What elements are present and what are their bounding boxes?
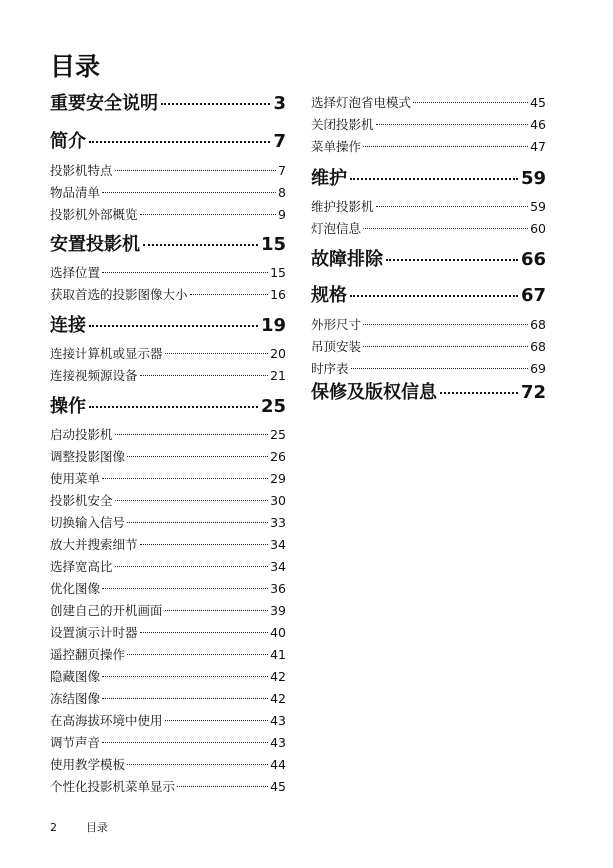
dot-leader — [161, 103, 270, 105]
toc-section[interactable] — [50, 130, 286, 154]
dot-leader — [376, 124, 529, 125]
toc-entry-label: 安置投影机 — [50, 234, 140, 255]
toc-entry-label: 选择位置 — [50, 265, 101, 280]
toc-entry-label: 调节声音 — [50, 735, 101, 750]
dot-leader — [363, 324, 528, 325]
dot-leader — [127, 764, 268, 765]
dot-leader — [102, 478, 268, 479]
toc-section[interactable] — [311, 381, 546, 405]
dot-leader — [350, 178, 518, 180]
toc-section[interactable] — [50, 233, 286, 257]
dot-leader — [165, 720, 269, 721]
toc-entry[interactable] — [50, 732, 286, 754]
toc-page-number: 26 — [270, 449, 286, 464]
toc-entry-label: 获取首选的投影图像大小 — [50, 287, 188, 302]
page-title: 目录 — [50, 52, 101, 81]
toc-entry-label: 选择灯泡省电模式 — [311, 95, 412, 110]
toc-page-number: 34 — [270, 559, 286, 574]
dot-leader — [115, 566, 269, 567]
toc-entry-label: 隐藏图像 — [50, 669, 101, 684]
toc-entry[interactable] — [50, 468, 286, 490]
dot-leader — [115, 170, 277, 171]
toc-page-number: 15 — [270, 265, 286, 280]
toc-page-number: 30 — [270, 493, 286, 508]
toc-entry[interactable] — [311, 114, 546, 136]
toc-entry[interactable] — [50, 600, 286, 622]
dot-leader — [115, 434, 269, 435]
toc-entry-label: 吊顶安装 — [311, 339, 362, 354]
dot-leader — [413, 102, 528, 103]
toc-page-number: 42 — [270, 669, 286, 684]
toc-entry[interactable] — [50, 578, 286, 600]
toc-entry-label: 物品清单 — [50, 185, 101, 200]
dot-leader — [140, 375, 269, 376]
toc-entry[interactable] — [50, 644, 286, 666]
toc-entry[interactable] — [50, 490, 286, 512]
toc-page-number: 29 — [270, 471, 286, 486]
toc-entry-label: 时序表 — [311, 361, 349, 376]
toc-page-number: 47 — [530, 139, 546, 154]
toc-entry-label: 放大并搜索细节 — [50, 537, 138, 552]
toc-entry-label: 外形尺寸 — [311, 317, 362, 332]
dot-leader — [177, 786, 268, 787]
dot-leader — [102, 272, 268, 273]
toc-entry-label: 投影机外部概览 — [50, 207, 138, 222]
toc-entry[interactable] — [50, 284, 286, 306]
toc-entry[interactable] — [50, 160, 286, 182]
toc-entry-label: 选择宽高比 — [50, 559, 113, 574]
toc-entry-label: 遥控翻页操作 — [50, 647, 126, 662]
dot-leader — [140, 632, 269, 633]
toc-entry-label: 投影机特点 — [50, 163, 113, 178]
toc-entry-label: 重要安全说明 — [50, 93, 158, 114]
toc-entry-label: 维护 — [311, 168, 347, 189]
toc-page-number: 21 — [270, 368, 286, 383]
dot-leader — [350, 295, 518, 297]
toc-section[interactable] — [50, 314, 286, 338]
toc-page-number: 43 — [270, 735, 286, 750]
dot-leader — [89, 141, 270, 143]
toc-section[interactable] — [50, 92, 286, 116]
dot-leader — [102, 742, 268, 743]
toc-page-number: 15 — [260, 234, 286, 255]
toc-entry[interactable] — [311, 92, 546, 114]
toc-page-number: 44 — [270, 757, 286, 772]
dot-leader — [89, 406, 258, 408]
toc-page-number: 60 — [530, 221, 546, 236]
toc-page-number: 68 — [530, 339, 546, 354]
toc-entry-label: 简介 — [50, 131, 86, 152]
dot-leader — [102, 588, 268, 589]
toc-entry-label: 投影机安全 — [50, 493, 113, 508]
toc-entry[interactable] — [311, 314, 546, 336]
toc-page-number: 66 — [520, 249, 546, 270]
toc-section[interactable] — [311, 167, 546, 191]
dot-leader — [102, 676, 268, 677]
toc-entry-label: 设置演示计时器 — [50, 625, 138, 640]
dot-leader — [363, 346, 528, 347]
page-footer — [50, 821, 108, 835]
toc-entry-label: 创建自己的开机画面 — [50, 603, 163, 618]
dot-leader — [140, 214, 277, 215]
toc-entry[interactable] — [50, 446, 286, 468]
toc-entry-label: 连接计算机或显示器 — [50, 346, 163, 361]
toc-section[interactable] — [50, 395, 286, 419]
toc-entry[interactable] — [50, 688, 286, 710]
toc-entry[interactable] — [50, 622, 286, 644]
toc-entry[interactable] — [50, 262, 286, 284]
toc-section[interactable] — [311, 248, 546, 272]
toc-page-number: 33 — [270, 515, 286, 530]
toc-entry-label: 灯泡信息 — [311, 221, 362, 236]
toc-page-number: 9 — [278, 207, 286, 222]
toc-page-number: 59 — [530, 199, 546, 214]
toc-page-number: 69 — [530, 361, 546, 376]
toc-entry[interactable] — [50, 182, 286, 204]
toc-entry[interactable] — [50, 754, 286, 776]
toc-entry-label: 个性化投影机菜单显示 — [50, 779, 176, 794]
toc-page-number: 19 — [260, 315, 286, 336]
toc-page-number: 7 — [278, 163, 286, 178]
toc-entry[interactable] — [311, 358, 546, 380]
toc-entry[interactable] — [50, 365, 286, 387]
toc-page-number: 45 — [270, 779, 286, 794]
toc-page-number: 39 — [270, 603, 286, 618]
dot-leader — [440, 392, 518, 394]
toc-entry[interactable] — [50, 204, 286, 226]
toc-page-number: 43 — [270, 713, 286, 728]
dot-leader — [363, 228, 528, 229]
toc-entry-label: 使用菜单 — [50, 471, 101, 486]
dot-leader — [376, 206, 529, 207]
toc-page-number: 34 — [270, 537, 286, 552]
toc-entry[interactable] — [50, 534, 286, 556]
dot-leader — [127, 456, 268, 457]
dot-leader — [127, 522, 268, 523]
dot-leader — [165, 353, 269, 354]
toc-entry-label: 使用教学模板 — [50, 757, 126, 772]
toc-entry-label: 在高海拔环境中使用 — [50, 713, 163, 728]
toc-section[interactable] — [311, 284, 546, 308]
toc-page-number: 42 — [270, 691, 286, 706]
toc-entry[interactable] — [50, 343, 286, 365]
toc-entry-label: 连接 — [50, 315, 86, 336]
dot-leader — [363, 146, 528, 147]
dot-leader — [140, 544, 269, 545]
footer-page-number: 2 — [50, 821, 57, 834]
toc-entry-label: 优化图像 — [50, 581, 101, 596]
toc-page-number: 25 — [270, 427, 286, 442]
toc-entry-label: 冻结图像 — [50, 691, 101, 706]
dot-leader — [115, 500, 269, 501]
toc-entry-label: 切换输入信号 — [50, 515, 126, 530]
dot-leader — [102, 192, 276, 193]
dot-leader — [143, 244, 258, 246]
toc-entry[interactable] — [311, 218, 546, 240]
dot-leader — [190, 294, 269, 295]
toc-page-number: 67 — [520, 285, 546, 306]
dot-leader — [127, 654, 268, 655]
toc-entry-label: 关闭投影机 — [311, 117, 374, 132]
toc-page-number: 59 — [520, 168, 546, 189]
dot-leader — [165, 610, 269, 611]
toc-entry-label: 规格 — [311, 285, 347, 306]
toc-entry-label: 调整投影图像 — [50, 449, 126, 464]
toc-page-number: 20 — [270, 346, 286, 361]
toc-entry[interactable] — [50, 512, 286, 534]
toc-page-number: 36 — [270, 581, 286, 596]
dot-leader — [351, 368, 529, 369]
toc-entry[interactable] — [50, 776, 286, 798]
toc-entry[interactable] — [50, 556, 286, 578]
toc-page-number: 3 — [273, 93, 286, 114]
toc-page-number: 45 — [530, 95, 546, 110]
toc-page-number: 25 — [260, 396, 286, 417]
toc-entry-label: 连接视频源设备 — [50, 368, 138, 383]
footer-label: 目录 — [86, 821, 108, 834]
toc-entry[interactable] — [311, 136, 546, 158]
dot-leader — [102, 698, 268, 699]
toc-page-number: 7 — [273, 131, 286, 152]
toc-entry-label: 维护投影机 — [311, 199, 374, 214]
toc-page-number: 72 — [520, 382, 546, 403]
toc-page-number: 41 — [270, 647, 286, 662]
toc-entry[interactable] — [50, 666, 286, 688]
toc-entry[interactable] — [50, 710, 286, 732]
toc-page-number: 68 — [530, 317, 546, 332]
toc-entry[interactable] — [311, 196, 546, 218]
toc-entry[interactable] — [311, 336, 546, 358]
toc-page-number: 40 — [270, 625, 286, 640]
toc-page-number: 46 — [530, 117, 546, 132]
dot-leader — [89, 325, 258, 327]
toc-entry-label: 启动投影机 — [50, 427, 113, 442]
toc-entry-label: 保修及版权信息 — [311, 382, 437, 403]
toc-page-number: 8 — [278, 185, 286, 200]
dot-leader — [386, 259, 518, 261]
toc-page-number: 16 — [270, 287, 286, 302]
toc-entry-label: 菜单操作 — [311, 139, 362, 154]
toc-entry-label: 操作 — [50, 396, 86, 417]
toc-entry-label: 故障排除 — [311, 249, 383, 270]
toc-entry[interactable] — [50, 424, 286, 446]
